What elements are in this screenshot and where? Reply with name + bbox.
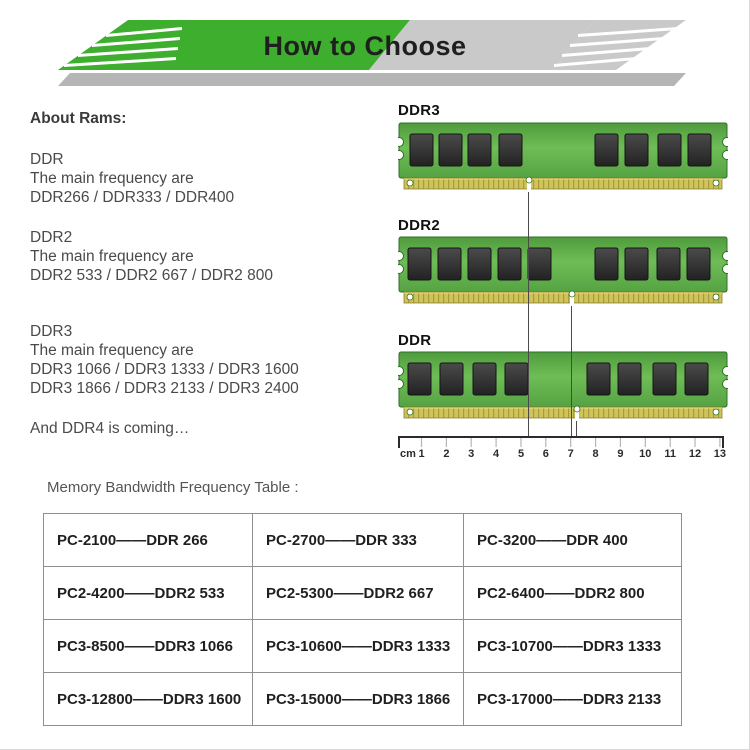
table-cell: PC3-8500——DDR3 1066 (44, 620, 253, 673)
ruler-label-10: 10 (639, 448, 652, 460)
table-cell: PC-2700——DDR 333 (253, 514, 464, 567)
ruler-label-3: 3 (468, 448, 475, 460)
banner-shadow-bar (58, 73, 686, 86)
ddr-name: DDR (30, 151, 64, 168)
ddr3-name: DDR3 (30, 323, 73, 340)
about-heading: About Rams: (30, 110, 127, 127)
table-cell: PC2-5300——DDR2 667 (253, 567, 464, 620)
module-label-ddr2: DDR2 (398, 217, 441, 234)
table-row (44, 620, 682, 673)
ruler-label-1: 1 (418, 448, 425, 460)
ruler-label-8: 8 (592, 448, 599, 460)
table-cell: PC2-6400——DDR2 800 (464, 567, 682, 620)
ruler-unit-label: cm (400, 448, 416, 460)
notch-indicator-line-ddr3 (528, 192, 529, 437)
table-cell: PC-3200——DDR 400 (464, 514, 682, 567)
table-row (44, 567, 682, 620)
ruler-label-9: 9 (617, 448, 624, 460)
ruler-label-6: 6 (542, 448, 549, 460)
table-cell: PC3-10700——DDR3 1333 (464, 620, 682, 673)
ddr3-frequencies-line2: DDR3 1866 / DDR3 2133 / DDR3 2400 (30, 380, 299, 397)
ddr3-intro: The main frequency are (30, 342, 194, 359)
module-label-ddr3: DDR3 (398, 102, 441, 119)
table-cell: PC-2100——DDR 266 (44, 514, 253, 567)
ruler-label-2: 2 (443, 448, 450, 460)
ddr-frequencies: DDR266 / DDR333 / DDR400 (30, 189, 235, 206)
ram-module-ddr (398, 351, 728, 423)
ruler-ticks (422, 438, 720, 447)
ram-module-ddr2 (398, 236, 728, 308)
ruler-label-4: 4 (493, 448, 500, 460)
ruler-label-7: 7 (567, 448, 574, 460)
ddr3-info-block (30, 322, 395, 398)
banner-title: How to Choose (263, 31, 467, 61)
table-title: Memory Bandwidth Frequency Table : (47, 479, 299, 496)
ruler-label-13: 13 (713, 448, 727, 460)
table-row (44, 514, 682, 567)
ddr2-info-block (30, 228, 395, 285)
table-cell: PC2-4200——DDR2 533 (44, 567, 253, 620)
ruler-label-11: 11 (664, 448, 677, 460)
table-cell: PC3-12800——DDR3 1600 (44, 673, 253, 726)
table-cell: PC3-10600——DDR3 1333 (253, 620, 464, 673)
ddr4-footnote: And DDR4 is coming… (30, 420, 190, 437)
ddr-intro: The main frequency are (30, 170, 194, 187)
ruler-label-12: 12 (688, 448, 702, 460)
module-label-ddr: DDR (398, 332, 432, 349)
table-row (44, 673, 682, 726)
ruler-graphic (396, 435, 728, 451)
ddr2-intro: The main frequency are (30, 248, 194, 265)
ddr2-frequencies: DDR2 533 / DDR2 667 / DDR2 800 (30, 267, 273, 284)
table-cell: PC3-17000——DDR3 2133 (464, 673, 682, 726)
frequency-table (43, 513, 682, 726)
ddr-info-block (30, 150, 395, 207)
table-cell: PC3-15000——DDR3 1866 (253, 673, 464, 726)
ram-module-ddr3 (398, 122, 728, 194)
notch-indicator-line-ddr2 (571, 306, 572, 437)
ruler-label-5: 5 (517, 448, 525, 460)
ddr3-frequencies-line1: DDR3 1066 / DDR3 1333 / DDR3 1600 (30, 361, 299, 378)
ddr2-name: DDR2 (30, 229, 73, 246)
